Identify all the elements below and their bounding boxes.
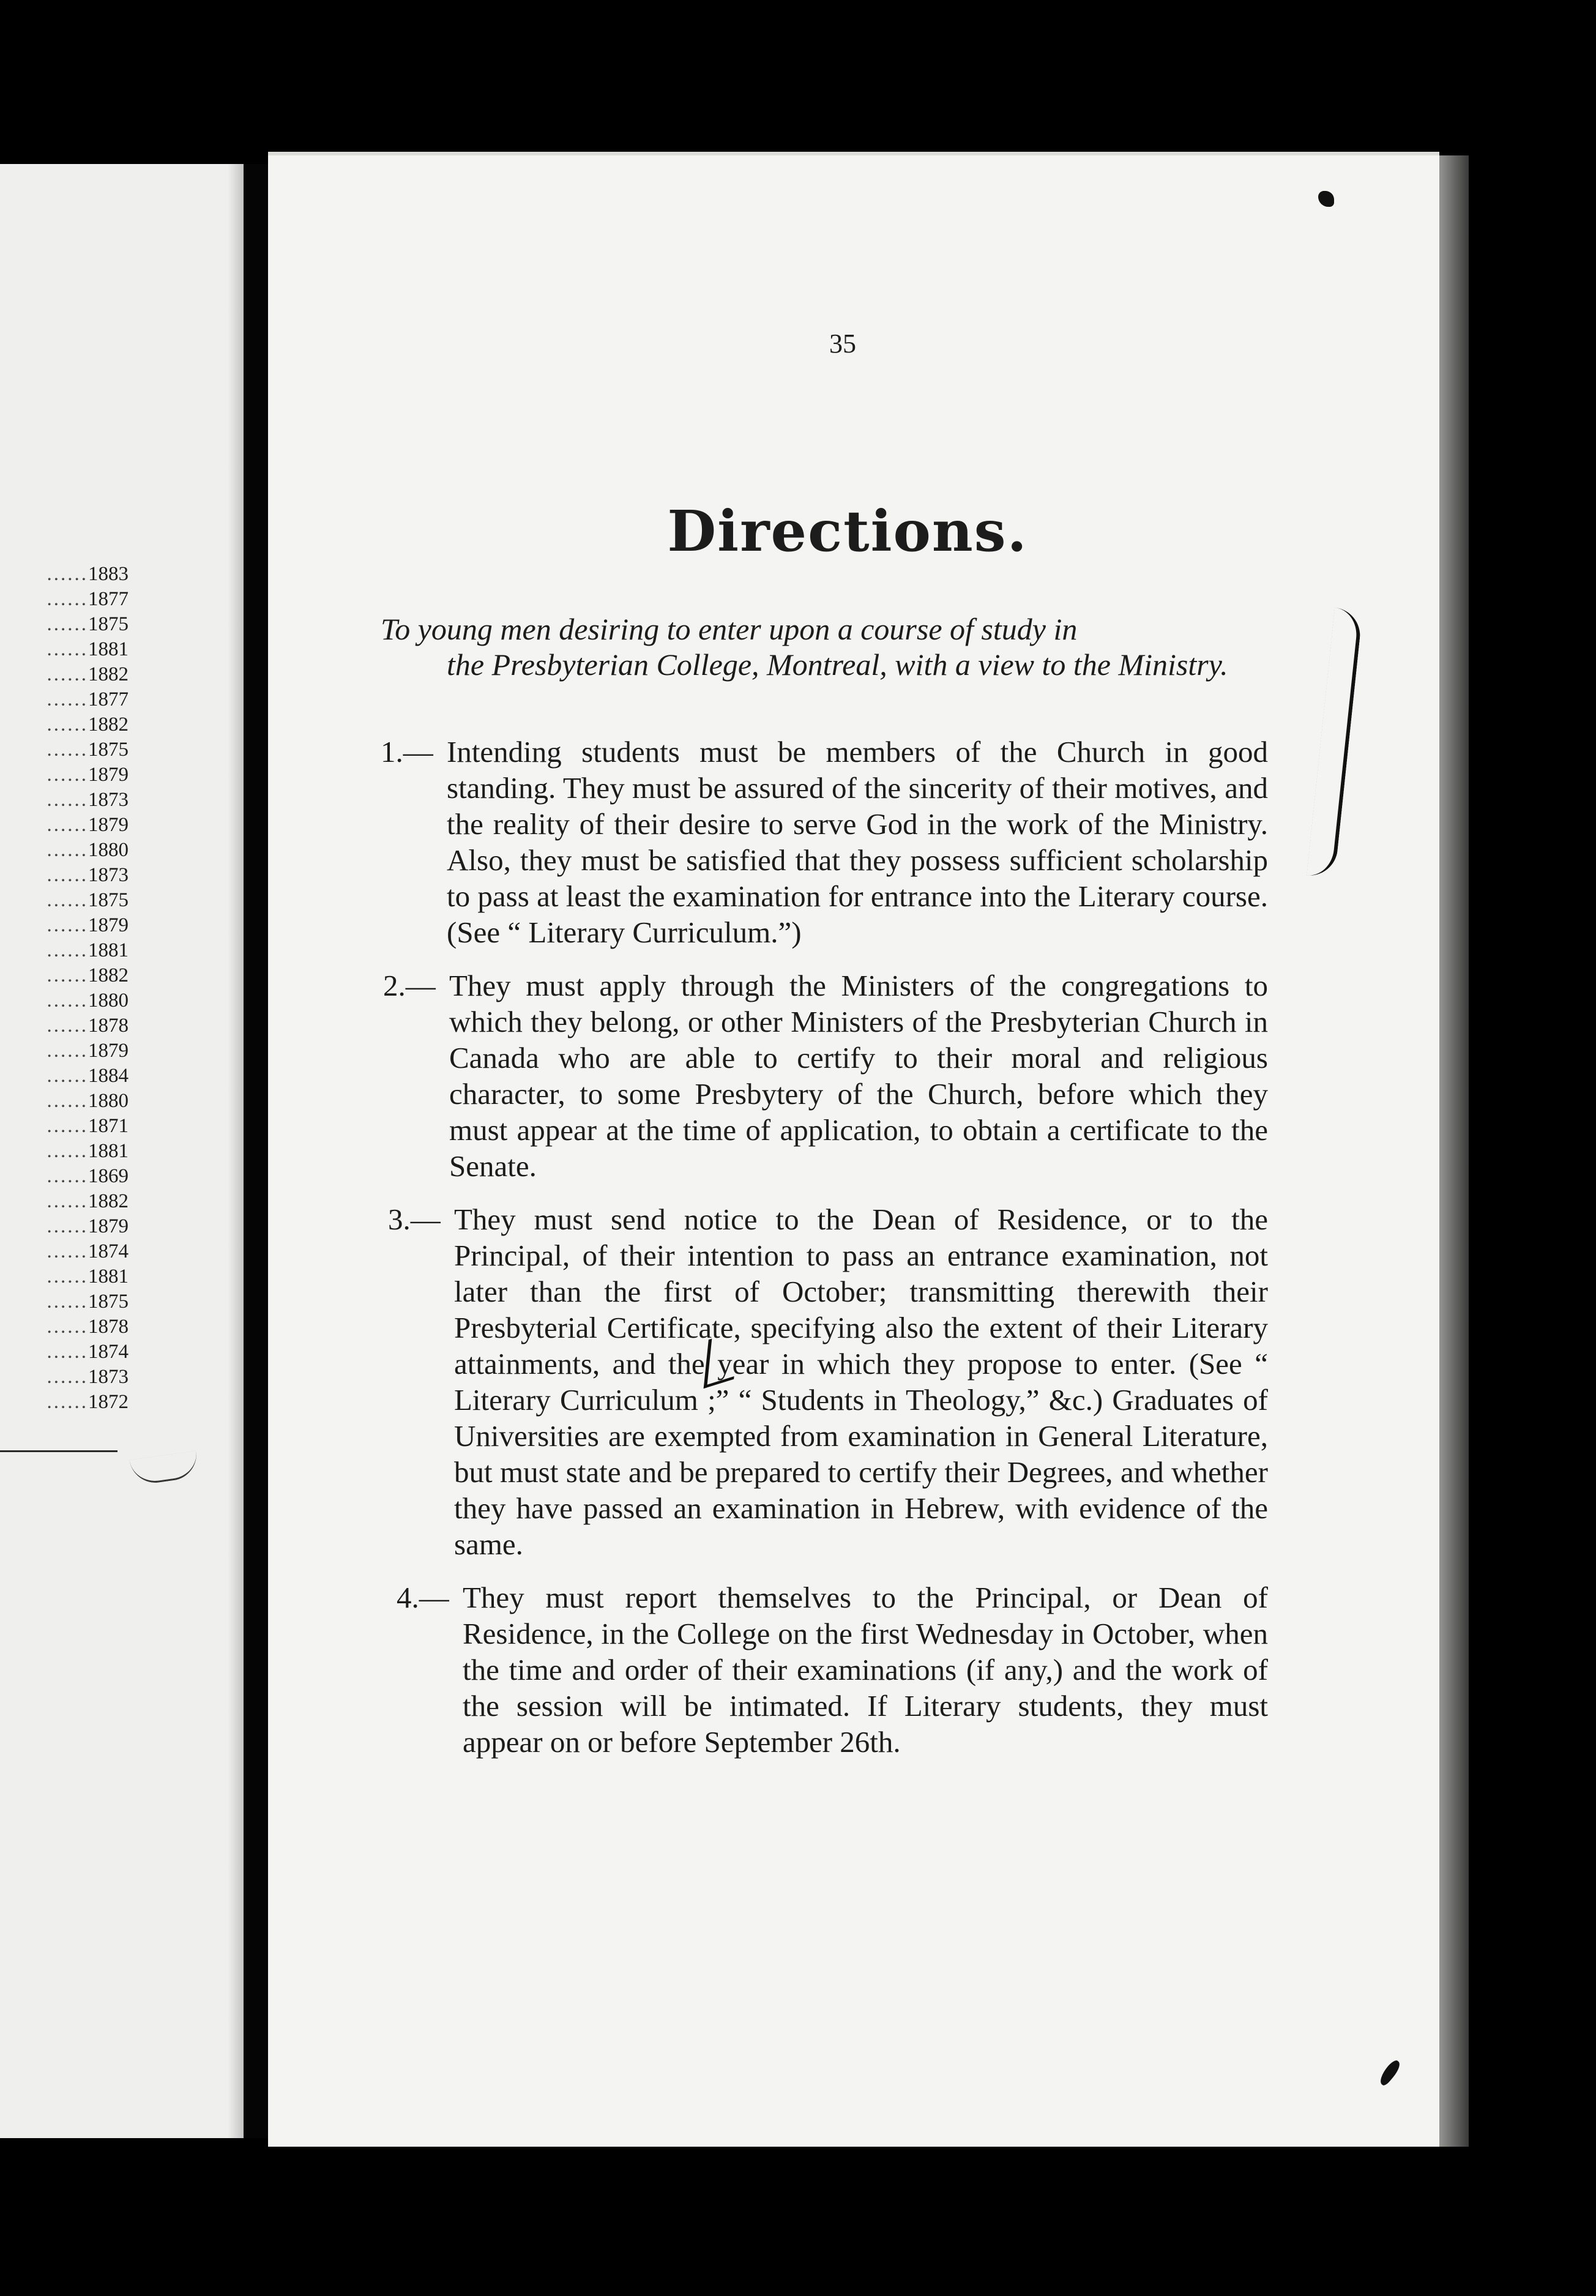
page-shadow xyxy=(228,164,244,2138)
year-entry xyxy=(0,712,129,737)
year-entry xyxy=(0,1164,129,1189)
year-entry xyxy=(0,762,129,788)
year-value: 1882 xyxy=(88,1190,129,1212)
year-list xyxy=(0,562,129,1415)
year-value: 1881 xyxy=(88,1140,129,1162)
dot-leader: ...... xyxy=(47,964,88,986)
year-value: 1879 xyxy=(88,764,129,786)
year-value: 1874 xyxy=(88,1341,129,1363)
dot-leader: ...... xyxy=(47,1015,88,1037)
year-entry xyxy=(0,1139,129,1164)
year-value: 1884 xyxy=(88,1065,129,1087)
dot-leader: ...... xyxy=(47,939,88,961)
year-entry xyxy=(0,888,129,913)
list-item xyxy=(381,734,1268,950)
year-entry xyxy=(0,1038,129,1064)
dot-leader: ...... xyxy=(47,1165,88,1187)
year-value: 1879 xyxy=(88,1040,129,1062)
page-number: 35 xyxy=(829,329,856,359)
year-entry xyxy=(0,1390,129,1415)
year-value: 1881 xyxy=(88,939,129,961)
year-value: 1873 xyxy=(88,864,129,886)
year-entry xyxy=(0,612,129,637)
dot-leader: ...... xyxy=(47,1190,88,1212)
year-entry xyxy=(0,1264,129,1289)
directions-list xyxy=(381,734,1268,1777)
year-value: 1879 xyxy=(88,814,129,836)
year-entry xyxy=(0,1239,129,1264)
dot-leader: ...... xyxy=(47,563,88,585)
item-number: 1.— xyxy=(381,735,433,769)
year-value: 1882 xyxy=(88,964,129,986)
dot-leader: ...... xyxy=(47,764,88,786)
year-value: 1875 xyxy=(88,889,129,911)
year-value: 1880 xyxy=(88,1090,129,1112)
pen-bracket-mark xyxy=(1307,608,1363,878)
year-entry xyxy=(0,1314,129,1340)
dot-leader: ...... xyxy=(47,613,88,635)
dot-leader: ...... xyxy=(47,1215,88,1237)
dot-leader: ...... xyxy=(47,789,88,811)
year-value: 1881 xyxy=(88,1265,129,1288)
item-text: They must send notice to the Dean of Residence, or to the Principal, of their intention to pass an entrance examination, not later than the first of October; transmitting therewith their Presbyterial Certificate, specifying also the extent of their Literary attainments, and the year in which they propose to enter. (See “ Literary Curriculum ;” “ Students in Theology,” &c.) Graduates of Universities are exempted from examination in General Literature, but must state and be prepared to certify their Degrees, and whether they have passed an examination in Hebrew, with evidence of the same. xyxy=(454,1202,1268,1561)
year-value: 1875 xyxy=(88,613,129,635)
item-text: Intending students must be members of the Church in good standing. They must be assured of the sincerity of their motives, and the reality of their desire to serve God in the work of the Ministry. Also, they must be satisfied that they possess sufficient scholarship to pass at least the examination for entrance into the Literary course. (See “ Literary Curriculum.”) xyxy=(447,735,1268,949)
year-value: 1875 xyxy=(88,1291,129,1313)
dot-leader: ...... xyxy=(47,1316,88,1338)
intro-first-line: To young men desiring to enter upon a course of study in xyxy=(381,612,1078,646)
dot-leader: ...... xyxy=(47,1115,88,1137)
year-entry xyxy=(0,788,129,813)
page-title: Directions. xyxy=(667,498,1028,564)
year-value: 1882 xyxy=(88,663,129,685)
year-value: 1877 xyxy=(88,688,129,710)
ink-speck xyxy=(1376,2059,1403,2087)
previous-page xyxy=(0,164,245,2138)
dot-leader: ...... xyxy=(47,663,88,685)
dot-leader: ...... xyxy=(47,839,88,861)
list-item xyxy=(383,967,1268,1184)
dot-leader: ...... xyxy=(47,1065,88,1087)
year-entry xyxy=(0,1289,129,1314)
year-entry xyxy=(0,1340,129,1365)
dot-leader: ...... xyxy=(47,1040,88,1062)
year-entry xyxy=(0,587,129,612)
pencil-mark xyxy=(130,1451,200,1486)
year-entry xyxy=(0,1064,129,1089)
year-value: 1881 xyxy=(88,638,129,660)
item-number: 3.— xyxy=(388,1202,441,1236)
divider-rule xyxy=(0,1450,117,1452)
dot-leader: ...... xyxy=(47,1366,88,1388)
year-value: 1878 xyxy=(88,1015,129,1037)
year-value: 1874 xyxy=(88,1240,129,1262)
year-entry xyxy=(0,737,129,762)
year-entry xyxy=(0,1114,129,1139)
year-entry xyxy=(0,1089,129,1114)
year-entry xyxy=(0,963,129,988)
dot-leader: ...... xyxy=(47,1391,88,1413)
item-number: 2.— xyxy=(383,969,436,1002)
dot-leader: ...... xyxy=(47,1140,88,1162)
year-value: 1878 xyxy=(88,1316,129,1338)
dot-leader: ...... xyxy=(47,638,88,660)
dot-leader: ...... xyxy=(47,1341,88,1363)
binding-gutter xyxy=(244,164,268,2138)
intro-paragraph xyxy=(381,611,1268,682)
dot-leader: ...... xyxy=(47,739,88,761)
dot-leader: ...... xyxy=(47,1240,88,1262)
dot-leader: ...... xyxy=(47,688,88,710)
ink-speck xyxy=(1318,191,1334,207)
year-value: 1871 xyxy=(88,1115,129,1137)
year-value: 1879 xyxy=(88,914,129,936)
dot-leader: ...... xyxy=(47,588,88,610)
year-entry xyxy=(0,1189,129,1214)
dot-leader: ...... xyxy=(47,889,88,911)
item-number: 4.— xyxy=(397,1581,449,1614)
year-value: 1877 xyxy=(88,588,129,610)
item-text: They must apply through the Ministers of the congregations to which they belong, or other Ministers of the Presbyterian Church in Canada who are able to certify to their moral and religious character, to some Presbytery of the Church, before which they must appear at the time of application, to obtain a certificate to the Senate. xyxy=(449,969,1268,1183)
year-entry xyxy=(0,1214,129,1239)
year-value: 1883 xyxy=(88,563,129,585)
year-value: 1879 xyxy=(88,1215,129,1237)
list-item xyxy=(388,1201,1268,1562)
year-entry xyxy=(0,637,129,662)
item-text: They must report themselves to the Principal, or Dean of Residence, in the College on the first Wednesday in October, when the time and order of their examinations (if any,) and the work of the session will be intimated. If Literary students, they must appear on or before September 26th. xyxy=(463,1581,1268,1759)
year-value: 1882 xyxy=(88,714,129,736)
year-entry xyxy=(0,1365,129,1390)
year-entry xyxy=(0,988,129,1013)
year-entry xyxy=(0,838,129,863)
year-entry xyxy=(0,938,129,963)
year-entry xyxy=(0,662,129,687)
year-value: 1873 xyxy=(88,789,129,811)
dot-leader: ...... xyxy=(47,990,88,1012)
dot-leader: ...... xyxy=(47,864,88,886)
dot-leader: ...... xyxy=(47,1090,88,1112)
year-value: 1880 xyxy=(88,990,129,1012)
intro-continuation: the Presbyterian College, Montreal, with a view to the Ministry. xyxy=(447,647,1228,682)
year-entry xyxy=(0,1013,129,1038)
year-entry xyxy=(0,813,129,838)
document-page xyxy=(268,155,1439,2147)
dot-leader: ...... xyxy=(47,1265,88,1288)
year-value: 1873 xyxy=(88,1366,129,1388)
year-value: 1869 xyxy=(88,1165,129,1187)
list-item xyxy=(397,1579,1268,1760)
dot-leader: ...... xyxy=(47,814,88,836)
year-entry xyxy=(0,913,129,938)
year-entry xyxy=(0,562,129,587)
dot-leader: ...... xyxy=(47,714,88,736)
dot-leader: ...... xyxy=(47,1291,88,1313)
year-value: 1875 xyxy=(88,739,129,761)
year-value: 1872 xyxy=(88,1391,129,1413)
dot-leader: ...... xyxy=(47,914,88,936)
year-value: 1880 xyxy=(88,839,129,861)
year-entry xyxy=(0,863,129,888)
year-entry xyxy=(0,687,129,712)
